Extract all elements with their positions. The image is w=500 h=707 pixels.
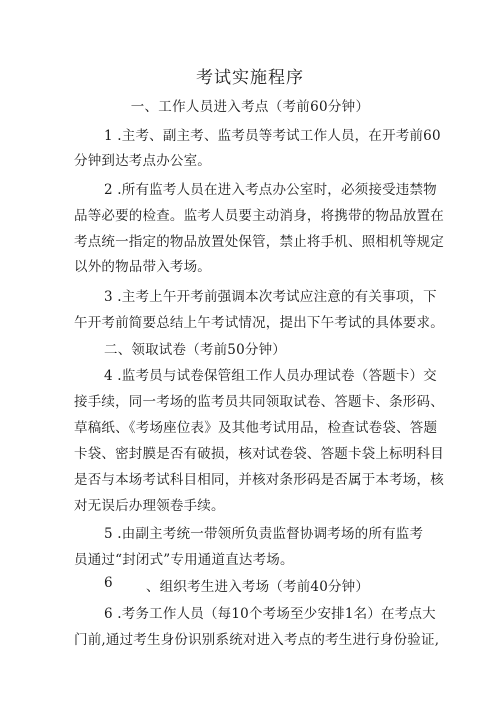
paragraph-2-line-4: 以外的物品带入考场。 bbox=[74, 259, 211, 275]
section-heading-1: 一、工作人员进入考点（考前60分钟） bbox=[130, 99, 370, 115]
paragraph-1-line-1: 1 .主考、副主考、监考员等考试工作人员，在开考前60 bbox=[104, 128, 441, 144]
document-title: 考试实施程序 bbox=[196, 68, 304, 88]
paragraph-5-line-1: 5 .由副主考统一带领所负责监督协调考场的所有监考 bbox=[104, 526, 424, 542]
paragraph-5-line-2: 员通过“封闭式”专用通道直达考场。 bbox=[74, 552, 294, 568]
paragraph-6-line-2: 门前,通过考生身份识别系统对进入考点的考生进行身份验证, bbox=[74, 632, 440, 648]
paragraph-4-line-1: 4 .监考员与试卷保管组工作人员办理试卷（答题卡）交 bbox=[104, 368, 437, 384]
section-heading-2: 二、领取试卷（考前50分钟） bbox=[104, 342, 286, 358]
paragraph-4-line-5: 是否与本场考试科目相同，并核对条形码是否属于本考场，核 bbox=[74, 472, 444, 488]
paragraph-4-line-3: 草稿纸、《考场座位表》及其他考试用品，检查试卷袋、答题 bbox=[74, 420, 438, 436]
paragraph-3-line-2: 午开考前简要总结上午考试情况，提出下午考试的具体要求。 bbox=[74, 315, 444, 331]
paragraph-3-line-1: 3 .主考上午开考前强调本次考试应注意的有关事项，下 bbox=[104, 289, 437, 305]
paragraph-2-line-2: 品等必要的检查。监考人员要主动消身，将携带的物品放置在 bbox=[74, 208, 444, 224]
paragraph-4-line-4: 卡袋、密封膜是否有破损，核对试卷袋、答题卡袋上标明科目 bbox=[74, 446, 444, 462]
section-heading-3-number: 6 bbox=[104, 575, 113, 591]
paragraph-2-line-1: 2 .所有监考人员在进入考点办公室时，必须接受违禁物 bbox=[104, 182, 437, 198]
paragraph-4-line-6: 对无误后办理领卷手续。 bbox=[74, 498, 225, 514]
paragraph-1-line-2: 分钟到达考点办公室。 bbox=[74, 153, 211, 169]
section-heading-3: 、组织考生进入考场（考前40分钟） bbox=[146, 579, 370, 595]
paragraph-4-line-2: 接手续，同一考场的监考员共同领取试卷、答题卡、条形码、 bbox=[74, 394, 444, 410]
paragraph-2-line-3: 考点统一指定的物品放置处保管，禁止将手机、照相机等规定 bbox=[74, 234, 444, 250]
paragraph-6-line-1: 6 .考务工作人员（每10个考场至少安排1名）在考点大 bbox=[104, 606, 436, 622]
